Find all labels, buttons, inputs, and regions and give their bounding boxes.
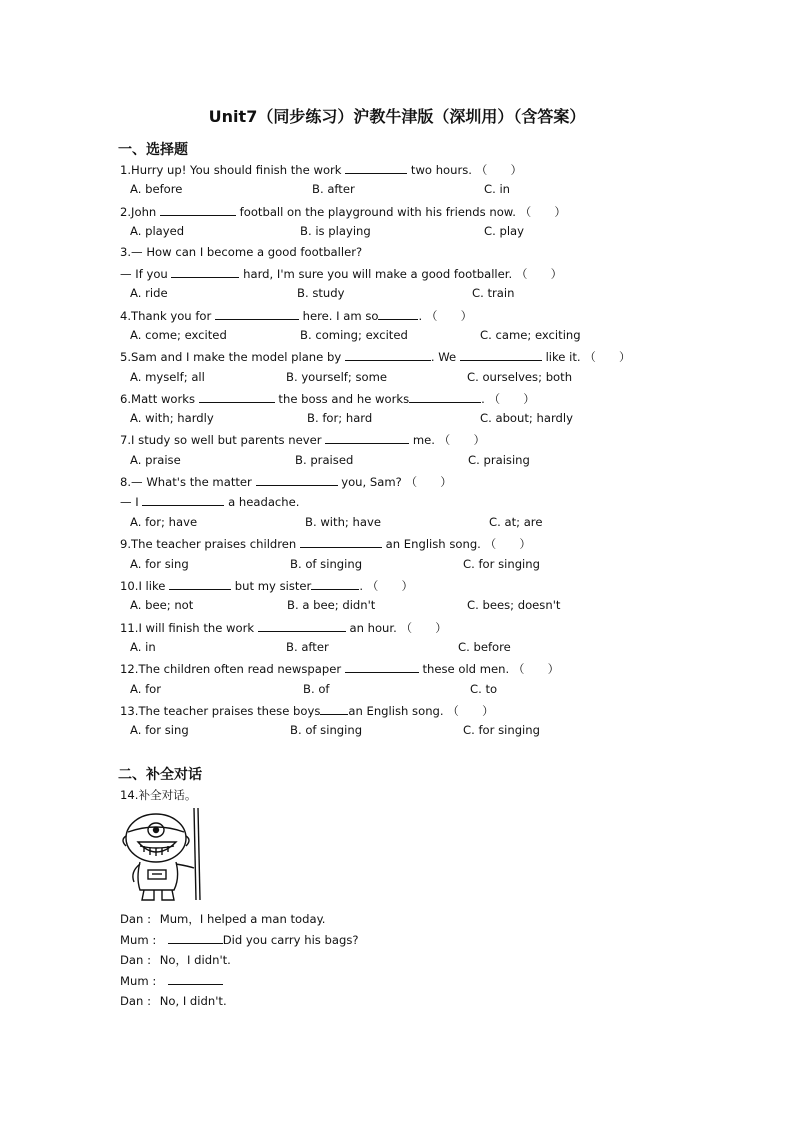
option-b[interactable]: B. a bee; didn't bbox=[287, 598, 376, 612]
speaker-label: Dan : bbox=[120, 953, 151, 967]
option-c[interactable]: C. bees; doesn't bbox=[467, 598, 561, 612]
answer-blank[interactable] bbox=[345, 349, 431, 361]
question-text: 6.Matt works bbox=[120, 392, 196, 406]
question-1 bbox=[120, 162, 522, 178]
option-a[interactable]: A. before bbox=[130, 182, 183, 196]
question-text: 9.The teacher praises children bbox=[120, 537, 297, 551]
answer-blank[interactable] bbox=[142, 494, 224, 506]
dialogue-line-1 bbox=[120, 911, 326, 927]
answer-blank[interactable] bbox=[171, 266, 239, 278]
answer-blank[interactable] bbox=[345, 661, 419, 673]
answer-parentheses[interactable]: （ ） bbox=[584, 350, 631, 364]
answer-parentheses[interactable]: （ ） bbox=[484, 537, 531, 551]
question-text: . bbox=[359, 579, 364, 593]
answer-parentheses[interactable]: （ ） bbox=[405, 475, 452, 489]
options-row bbox=[0, 723, 794, 739]
options-row bbox=[0, 182, 794, 198]
answer-blank[interactable] bbox=[215, 308, 299, 320]
question-text: two hours. bbox=[410, 163, 472, 177]
answer-parentheses[interactable]: （ ） bbox=[515, 267, 563, 281]
dialogue-line-3 bbox=[120, 952, 231, 968]
option-c[interactable]: C. to bbox=[470, 682, 498, 696]
question-text: an English song. bbox=[348, 704, 444, 718]
question-text: 7.I study so well but parents never bbox=[120, 433, 322, 447]
option-a[interactable]: A. for sing bbox=[130, 557, 189, 571]
question-text: like it. bbox=[545, 350, 581, 364]
option-b[interactable]: B. of bbox=[303, 682, 330, 696]
question-text: 1.Hurry up! You should finish the work bbox=[120, 163, 342, 177]
speaker-label: Mum : bbox=[120, 974, 157, 988]
option-c[interactable]: C. before bbox=[458, 640, 511, 654]
options-row bbox=[0, 286, 794, 302]
section-heading-dialogue: 二、补全对话 bbox=[118, 767, 202, 783]
option-b[interactable]: B. praised bbox=[295, 453, 354, 467]
answer-parentheses[interactable]: （ ） bbox=[400, 621, 447, 635]
question-text: 2.John bbox=[120, 205, 157, 219]
question-text: — I bbox=[120, 495, 139, 509]
option-a[interactable]: A. in bbox=[130, 640, 156, 654]
options-row bbox=[0, 515, 794, 531]
answer-parentheses[interactable]: （ ） bbox=[447, 704, 494, 718]
option-a[interactable]: A. bee; not bbox=[130, 598, 194, 612]
option-b[interactable]: B. for; hard bbox=[307, 411, 373, 425]
option-b[interactable]: B. with; have bbox=[305, 515, 381, 529]
question-2 bbox=[120, 204, 566, 220]
dialogue-text: No, I didn't. bbox=[159, 994, 227, 1008]
option-b[interactable]: B. after bbox=[312, 182, 355, 196]
question-5 bbox=[120, 349, 631, 365]
option-c[interactable]: C. ourselves; both bbox=[467, 370, 573, 384]
question-9 bbox=[120, 536, 531, 552]
question-text: here. I am so bbox=[302, 309, 379, 323]
speaker-label: Dan : bbox=[120, 912, 151, 926]
question-11 bbox=[120, 620, 447, 636]
question-3-line2 bbox=[120, 266, 562, 282]
answer-blank[interactable] bbox=[311, 578, 359, 590]
option-c[interactable]: C. play bbox=[484, 224, 525, 238]
answer-parentheses[interactable]: （ ） bbox=[366, 579, 414, 593]
answer-blank[interactable] bbox=[199, 391, 275, 403]
question-text: 10.I like bbox=[120, 579, 166, 593]
question-text: you, Sam? bbox=[341, 475, 402, 489]
question-text: 4.Thank you for bbox=[120, 309, 212, 323]
question-text: 3.— How can I become a good footballer? bbox=[120, 245, 363, 259]
question-3 bbox=[120, 245, 362, 259]
option-c[interactable]: C. for singing bbox=[463, 557, 540, 571]
answer-parentheses[interactable]: （ ） bbox=[475, 163, 523, 177]
option-c[interactable]: C. for singing bbox=[463, 723, 540, 737]
answer-parentheses[interactable]: （ ） bbox=[519, 205, 566, 219]
options-row bbox=[0, 224, 794, 240]
question-text: 13.The teacher praises these boys bbox=[120, 704, 321, 718]
question-text: 12.The children often read newspaper bbox=[120, 662, 342, 676]
options-row bbox=[0, 682, 794, 698]
options-row bbox=[0, 370, 794, 386]
question-text: hard, I'm sure you will make a good footballer. bbox=[243, 267, 513, 281]
answer-blank[interactable] bbox=[409, 391, 481, 403]
answer-blank[interactable] bbox=[168, 932, 223, 944]
question-text: 8.— What's the matter bbox=[120, 475, 252, 489]
dialogue-line-2 bbox=[120, 932, 359, 947]
option-a[interactable]: A. myself; all bbox=[130, 370, 205, 384]
answer-parentheses[interactable]: （ ） bbox=[438, 433, 486, 447]
option-c[interactable]: C. in bbox=[484, 182, 511, 196]
answer-blank[interactable] bbox=[320, 703, 348, 715]
question-14: 14.补全对话。 bbox=[120, 788, 197, 802]
option-c[interactable]: C. at; are bbox=[489, 515, 543, 529]
question-7 bbox=[120, 432, 485, 448]
options-row bbox=[0, 598, 794, 614]
document-title: Unit7（同步练习）沪教牛津版（深圳用）（含答案） bbox=[208, 107, 586, 126]
option-b[interactable]: B. is playing bbox=[300, 224, 371, 238]
question-10 bbox=[120, 578, 413, 594]
question-text: an hour. bbox=[349, 621, 397, 635]
question-8 bbox=[120, 474, 452, 490]
option-a[interactable]: A. for bbox=[130, 682, 162, 696]
question-4 bbox=[120, 308, 472, 324]
question-text: a headache. bbox=[228, 495, 300, 509]
option-a[interactable]: A. come; excited bbox=[130, 328, 227, 342]
dialogue-line-5 bbox=[120, 994, 227, 1008]
options-row bbox=[0, 411, 794, 427]
answer-blank[interactable] bbox=[160, 204, 236, 216]
option-b[interactable]: B. study bbox=[297, 286, 345, 300]
question-13 bbox=[120, 703, 494, 719]
question-text: these old men. bbox=[422, 662, 510, 676]
dialogue-line-4 bbox=[120, 973, 223, 988]
option-a[interactable]: A. praise bbox=[130, 453, 181, 467]
section-heading-choice: 一、选择题 bbox=[118, 142, 188, 158]
option-c[interactable]: C. about; hardly bbox=[480, 411, 573, 425]
answer-blank[interactable] bbox=[325, 432, 409, 444]
answer-blank[interactable] bbox=[256, 474, 338, 486]
answer-blank[interactable] bbox=[258, 620, 346, 632]
dialogue-text: No，I didn't. bbox=[159, 953, 231, 967]
answer-parentheses[interactable]: （ ） bbox=[512, 662, 560, 676]
option-a[interactable]: A. ride bbox=[130, 286, 168, 300]
speaker-label: Dan : bbox=[120, 994, 151, 1008]
question-text: . bbox=[418, 309, 423, 323]
options-row bbox=[0, 453, 794, 469]
question-text: . bbox=[481, 392, 485, 406]
option-a[interactable]: A. with; hardly bbox=[130, 411, 214, 425]
options-row bbox=[0, 640, 794, 656]
question-12 bbox=[120, 661, 559, 677]
option-b[interactable]: B. yourself; some bbox=[286, 370, 388, 384]
speaker-label: Mum : bbox=[120, 933, 157, 947]
question-text: me. bbox=[412, 433, 435, 447]
options-row bbox=[0, 557, 794, 573]
question-text: the boss and he works bbox=[278, 392, 410, 406]
question-text: 5.Sam and I make the model plane by bbox=[120, 350, 342, 364]
answer-blank[interactable] bbox=[168, 973, 223, 985]
question-text: . We bbox=[430, 350, 457, 364]
option-b[interactable]: B. after bbox=[286, 640, 329, 654]
dialogue-text: Did you carry his bags? bbox=[222, 933, 359, 947]
answer-blank[interactable] bbox=[169, 578, 231, 590]
option-b[interactable]: B. coming; excited bbox=[300, 328, 408, 342]
options-row bbox=[0, 328, 794, 344]
option-a[interactable]: A. for; have bbox=[130, 515, 198, 529]
question-8-line2 bbox=[120, 494, 299, 509]
answer-blank[interactable] bbox=[300, 536, 382, 548]
question-6 bbox=[120, 391, 535, 407]
answer-parentheses[interactable]: （ ） bbox=[425, 309, 473, 323]
dialogue-text: Mum，I helped a man today. bbox=[159, 912, 326, 926]
option-c[interactable]: C. train bbox=[472, 286, 515, 300]
question-text: football on the playground with his friends now. bbox=[239, 205, 516, 219]
option-a[interactable]: A. for sing bbox=[130, 723, 189, 737]
answer-parentheses[interactable]: （ ） bbox=[488, 392, 535, 406]
option-b[interactable]: B. of singing bbox=[290, 557, 363, 571]
question-text: 11.I will finish the work bbox=[120, 621, 255, 635]
question-text: but my sister bbox=[234, 579, 312, 593]
option-c[interactable]: C. praising bbox=[468, 453, 530, 467]
answer-blank[interactable] bbox=[460, 349, 542, 361]
option-c[interactable]: C. came; exciting bbox=[480, 328, 581, 342]
cartoon-illustration bbox=[118, 806, 208, 902]
option-b[interactable]: B. of singing bbox=[290, 723, 363, 737]
answer-blank[interactable] bbox=[345, 162, 407, 174]
option-a[interactable]: A. played bbox=[130, 224, 185, 238]
question-text: — If you bbox=[120, 267, 168, 281]
answer-blank[interactable] bbox=[378, 308, 418, 320]
question-text: an English song. bbox=[385, 537, 481, 551]
